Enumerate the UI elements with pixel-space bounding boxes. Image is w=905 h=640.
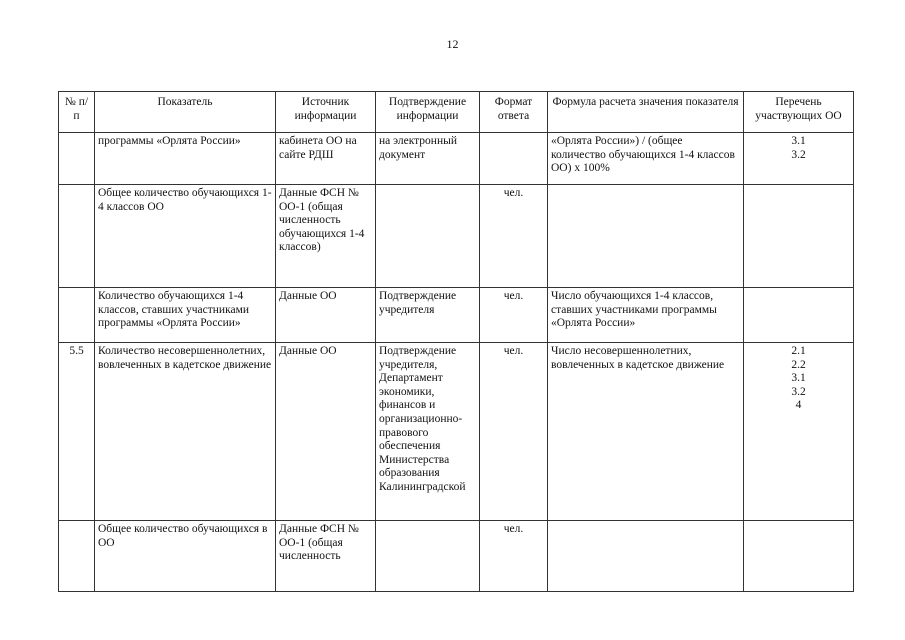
row-source: Данные ОО [276,288,376,343]
row-formula [548,185,744,288]
row-formula: «Орлята России») / (общее количество обучающихся 1-4 классов ОО) х 100% [548,133,744,185]
row-number [59,288,95,343]
row-indicator: Количество несовершеннолетних, вовлеченных в кадетское движение [95,343,276,521]
table-row [59,185,854,288]
header-number: № п/п [59,92,95,133]
row-format: чел. [480,185,548,288]
participant-code: 3.1 [791,135,806,147]
row-format: чел. [480,288,548,343]
table-row [59,133,854,185]
header-confirmation: Подтверждение информации [376,92,480,133]
row-number: 5.5 [59,343,95,521]
row-confirmation [376,521,480,592]
row-confirmation [376,185,480,288]
row-formula [548,521,744,592]
header-source: Источник информации [276,92,376,133]
row-source: Данные ФСН № ОО-1 (общая численность обучающихся 1-4 классов) [276,185,376,288]
indicators-table [58,91,854,592]
row-indicator: Общее количество обучающихся в ОО [95,521,276,592]
participant-code: 4 [795,399,802,412]
row-participants [744,185,854,288]
participant-code: 3.1 [791,372,806,385]
participant-code: 3.2 [791,148,806,161]
row-participants [744,343,854,521]
participant-code: 3.2 [791,385,806,398]
participant-code: 2.1 [791,345,806,357]
table-header-row [59,92,854,133]
row-format: чел. [480,521,548,592]
row-number [59,185,95,288]
row-formula: Число несовершеннолетних, вовлеченных в кадетское движение [548,343,744,521]
table-row [59,521,854,592]
row-participants [744,288,854,343]
participant-code: 2.2 [791,358,806,371]
row-source: Данные ФСН № ОО-1 (общая численность [276,521,376,592]
header-formula: Формула расчета значения показателя [548,92,744,133]
row-participants [744,521,854,592]
row-number [59,521,95,592]
header-participants: Перечень участвующих ОО [744,92,854,133]
row-indicator: Количество обучающихся 1-4 классов, ставших участниками программы «Орлята России» [95,288,276,343]
header-format: Формат ответа [480,92,548,133]
page-number: 12 [446,37,459,51]
row-source: Данные ОО [276,343,376,521]
row-number [59,133,95,185]
table-row [59,288,854,343]
row-format: чел. [480,343,548,521]
row-confirmation: на электронный документ [376,133,480,185]
row-confirmation: Подтверждение учредителя, Департамент экономики, финансов и организационно-правового обеспечения Министерства образования Калининградской [376,343,480,521]
row-format [480,133,548,185]
table-row [59,343,854,521]
row-source: кабинета ОО на сайте РДШ [276,133,376,185]
header-indicator: Показатель [95,92,276,133]
row-confirmation: Подтверждение учредителя [376,288,480,343]
row-participants [744,133,854,185]
row-indicator: программы «Орлята России» [95,133,276,185]
row-indicator: Общее количество обучающихся 1-4 классов ОО [95,185,276,288]
row-formula: Число обучающихся 1-4 классов, ставших участниками программы «Орлята России» [548,288,744,343]
